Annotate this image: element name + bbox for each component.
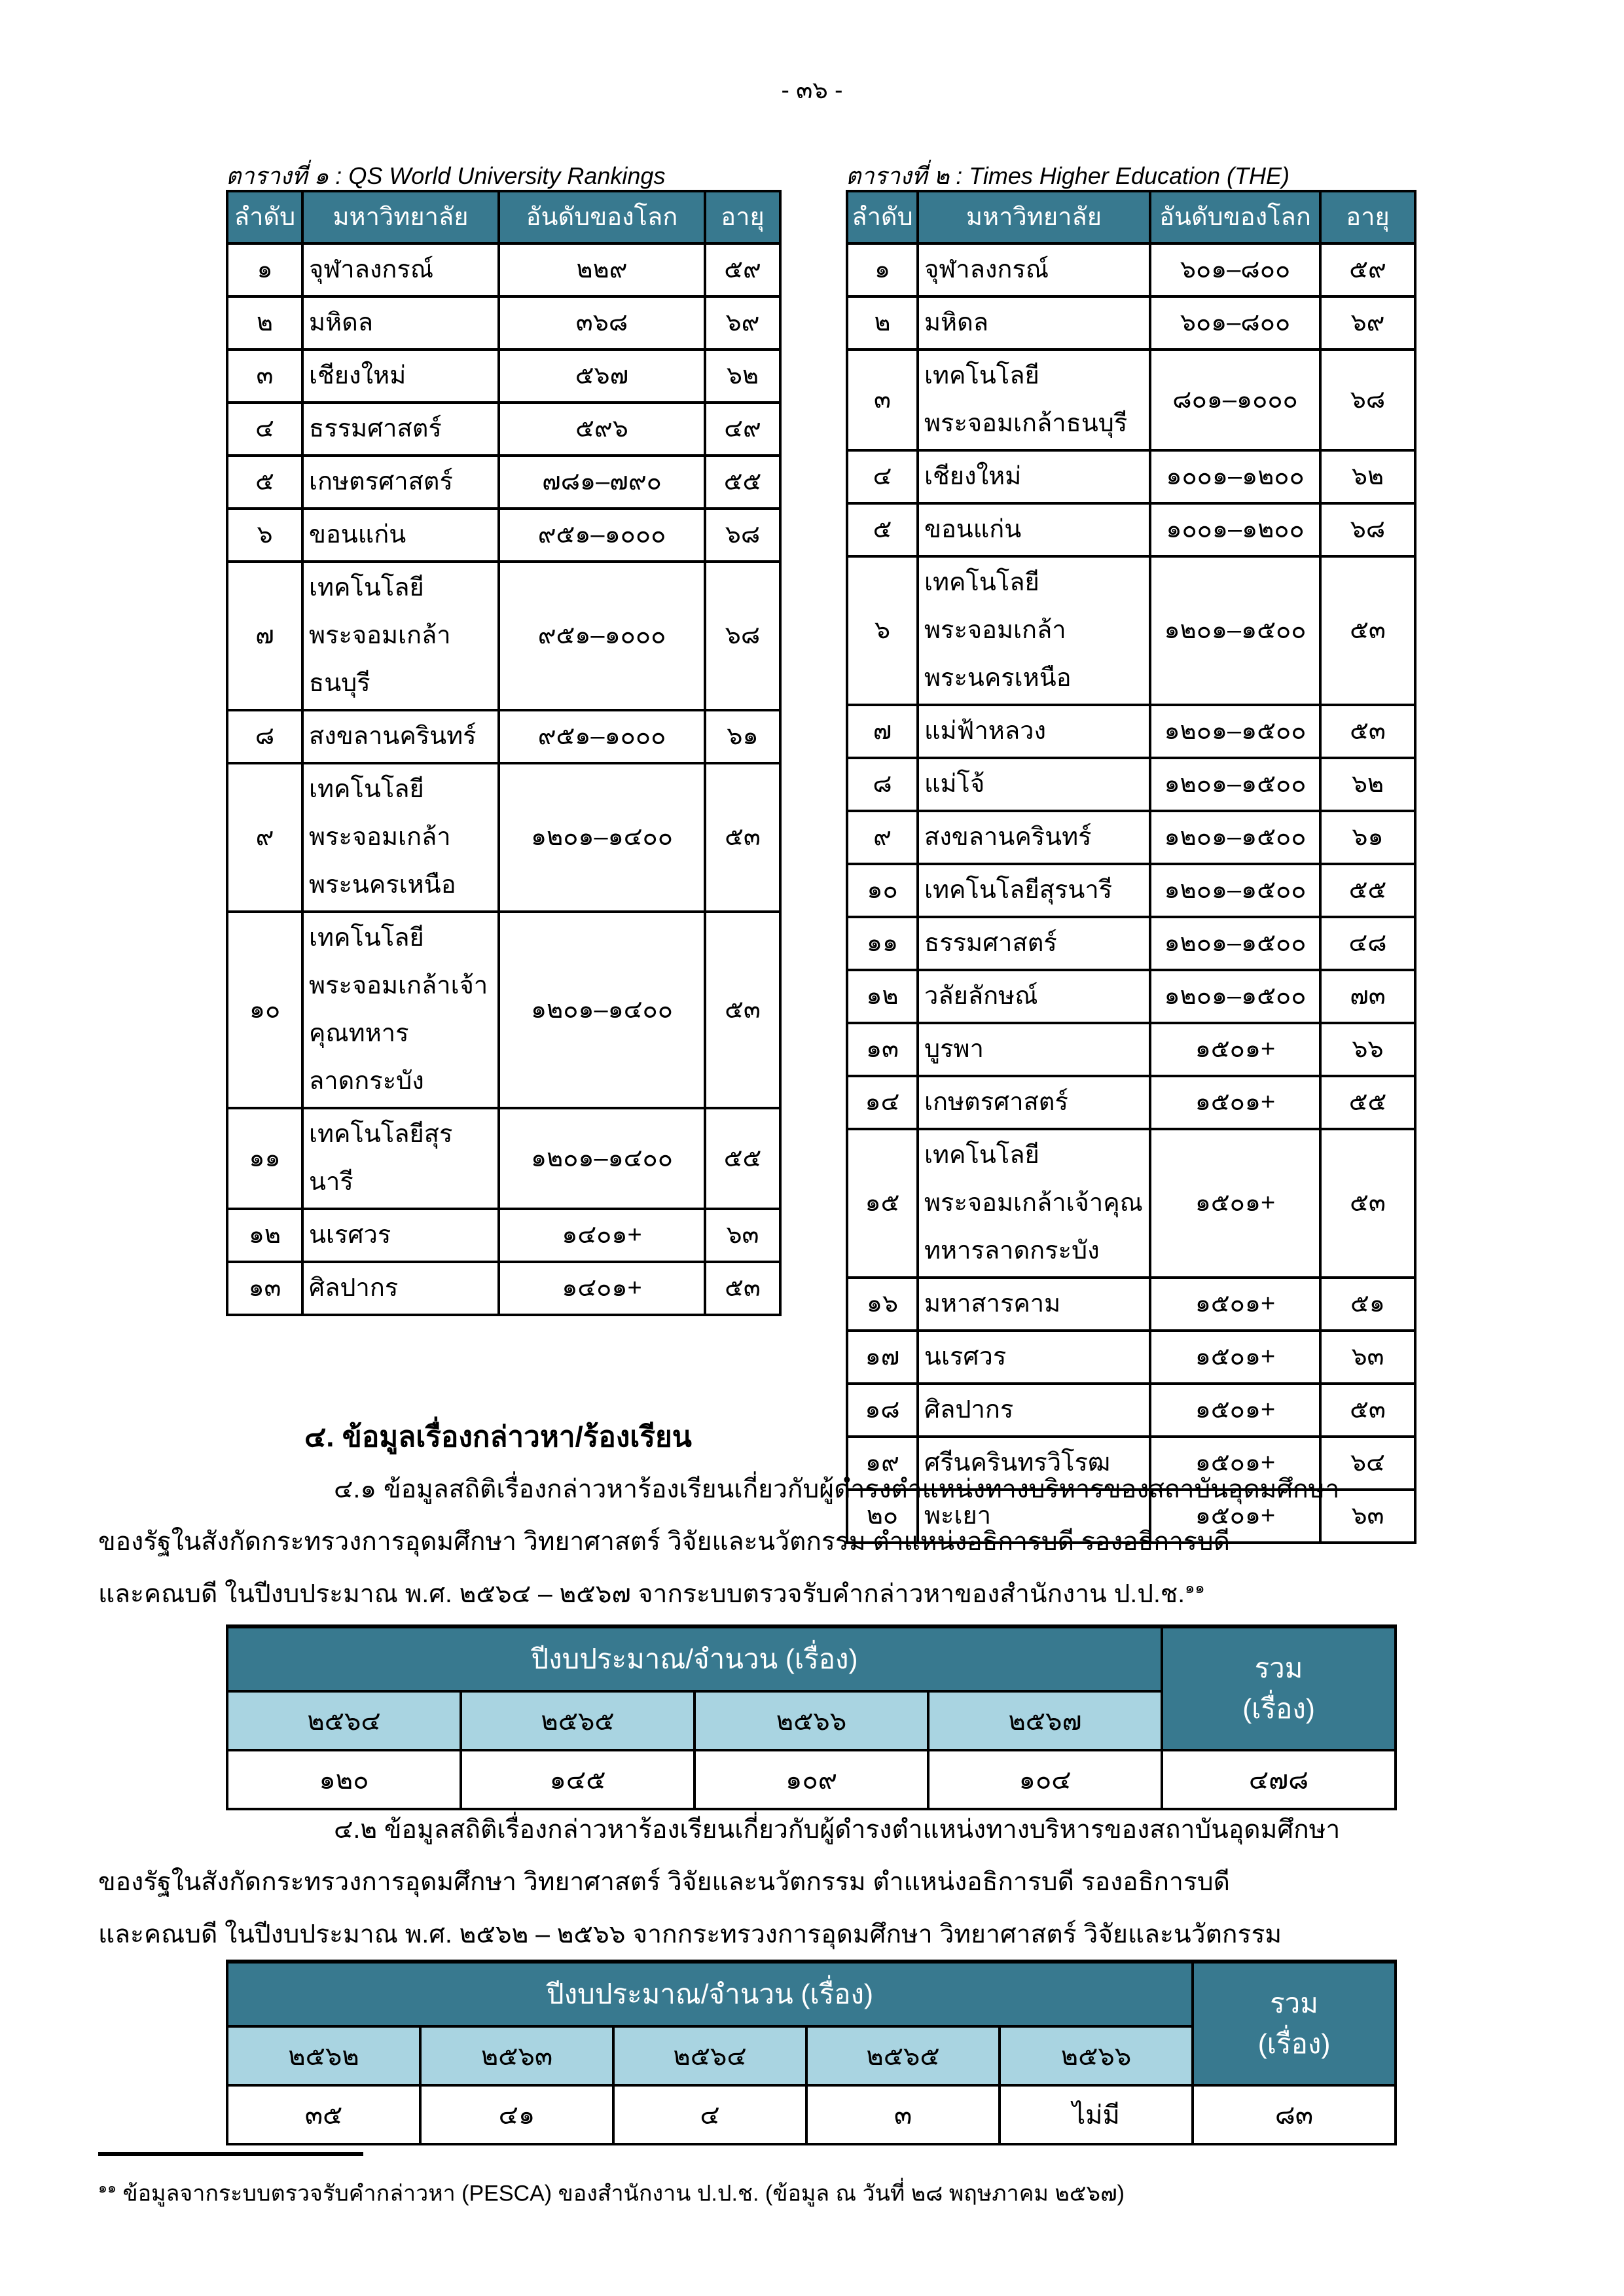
age-cell: ๖๒ (1320, 450, 1415, 503)
total-header-line1: รวม (1254, 1653, 1303, 1683)
world-rank-cell: ๑๐๐๑–๑๒๐๐ (1150, 450, 1320, 503)
paragraph-line: ๔.๒ ข้อมูลสถิติเรื่องกล่าวหาร้องเรียนเกี่ยวกับผู้ดำรงตำแหน่งทางบริหารของสถาบันอุดมศึกษา (334, 1816, 1341, 1844)
university-name-cell: เทคโนโลยีพระจอมเกล้าพระนครเหนือ (918, 556, 1150, 705)
age-cell: ๕๑ (1320, 1278, 1415, 1331)
rank-no-cell: ๗ (847, 705, 918, 758)
year-cell: ๒๕๖๖ (1000, 2026, 1193, 2085)
count-cell: ๔ (613, 2085, 806, 2144)
world-rank-cell: ๕๖๗ (499, 350, 705, 403)
rank-no-cell: ๑๐ (847, 864, 918, 917)
rank-no-cell: ๖ (847, 556, 918, 705)
world-rank-cell: ๓๖๘ (499, 296, 705, 350)
age-cell: ๕๕ (1320, 864, 1415, 917)
year-cell: ๒๕๖๒ (227, 2026, 420, 2085)
university-name-cell: มหิดล (302, 296, 499, 350)
world-rank-cell: ๑๕๐๑+ (1150, 1331, 1320, 1384)
table-row (227, 912, 780, 1108)
university-name-cell: พะเยา (918, 1490, 1150, 1543)
age-cell: ๖๓ (1320, 1490, 1415, 1543)
table-row (227, 763, 780, 912)
world-rank-cell: ๑๕๐๑+ (1150, 1490, 1320, 1543)
paragraph-line: ของรัฐในสังกัดกระทรวงการอุดมศึกษา วิทยาศาสตร์ วิจัยและนวัตกรรม ตำแหน่งอธิการบดี รองอธิการบดี (98, 1528, 1230, 1556)
university-name-cell: บูรพา (918, 1023, 1150, 1076)
table-row (847, 1023, 1415, 1076)
rank-no-cell: ๑๘ (847, 1384, 918, 1437)
qs-ranking-table (226, 190, 782, 1316)
university-name-cell: เทคโนโลยีพระจอมเกล้าเจ้าคุณทหารลาดกระบัง (302, 912, 499, 1108)
count-cell: ๑๐๔ (928, 1750, 1162, 1809)
table-row (227, 1108, 780, 1209)
world-rank-cell: ๑๕๐๑+ (1150, 1384, 1320, 1437)
col-header-rank-no: ลำดับ (847, 191, 918, 243)
university-name-cell: เทคโนโลยีพระจอมเกล้าเจ้าคุณทหารลาดกระบัง (918, 1129, 1150, 1278)
year-cell: ๒๕๖๗ (928, 1691, 1162, 1750)
qs-table-caption: ตารางที่ ๑ : QS World University Rankings (226, 162, 666, 189)
table-row (847, 811, 1415, 864)
rank-no-cell: ๘ (227, 710, 302, 763)
table-row (847, 864, 1415, 917)
paragraph-4-1 (98, 1463, 1528, 1621)
age-cell: ๖๙ (705, 296, 780, 350)
university-name-cell: เทคโนโลยีพระจอมเกล้าธนบุรี (302, 562, 499, 710)
university-name-cell: นเรศวร (302, 1209, 499, 1262)
count-cell: ๓ (806, 2085, 1000, 2144)
col-header-age: อายุ (1320, 191, 1415, 243)
col-header-university: มหาวิทยาลัย (918, 191, 1150, 243)
year-cell: ๒๕๖๕ (461, 1691, 695, 1750)
total-header-line1: รวม (1270, 1988, 1318, 2018)
table-row (847, 1076, 1415, 1129)
footnote-marker: ๑๑ (98, 2179, 117, 2196)
paragraph-line (98, 1568, 1528, 1621)
age-cell: ๕๓ (1320, 1129, 1415, 1278)
university-name-cell: นเรศวร (918, 1331, 1150, 1384)
rank-no-cell: ๑๔ (847, 1076, 918, 1129)
age-cell: ๕๓ (705, 1262, 780, 1315)
rank-no-cell: ๑๖ (847, 1278, 918, 1331)
col-header-age: อายุ (705, 191, 780, 243)
footnote-ref: ๑๑ (1185, 1579, 1205, 1597)
world-rank-cell: ๑๐๐๑–๑๒๐๐ (1150, 503, 1320, 556)
table-row (227, 403, 780, 456)
university-name-cell: จุฬาลงกรณ์ (918, 243, 1150, 296)
university-name-cell: เกษตรศาสตร์ (302, 456, 499, 509)
university-name-cell: เทคโนโลยีสุรนารี (918, 864, 1150, 917)
world-rank-cell: ๑๕๐๑+ (1150, 1278, 1320, 1331)
world-rank-cell: ๙๕๑–๑๐๐๐ (499, 509, 705, 562)
total-count-cell: ๔๗๘ (1162, 1750, 1396, 1809)
rank-no-cell: ๖ (227, 509, 302, 562)
world-rank-cell: ๑๒๐๑–๑๔๐๐ (499, 912, 705, 1108)
table-row (227, 296, 780, 350)
table-row (847, 243, 1415, 296)
age-cell: ๕๓ (1320, 556, 1415, 705)
rank-no-cell: ๑๙ (847, 1437, 918, 1490)
rank-no-cell: ๑๒ (227, 1209, 302, 1262)
paragraph-line: ของรัฐในสังกัดกระทรวงการอุดมศึกษา วิทยาศาสตร์ วิจัยและนวัตกรรม ตำแหน่งอธิการบดี รองอธิการบดี (98, 1868, 1230, 1896)
table-row (847, 1129, 1415, 1278)
age-cell: ๖๒ (1320, 758, 1415, 811)
age-cell: ๖๘ (1320, 350, 1415, 450)
university-name-cell: สงขลานครินทร์ (918, 811, 1150, 864)
world-rank-cell: ๘๐๑–๑๐๐๐ (1150, 350, 1320, 450)
col-header-rank-no: ลำดับ (227, 191, 302, 243)
qs-table-header (227, 191, 780, 243)
age-cell: ๖๔ (1320, 1437, 1415, 1490)
university-name-cell: เชียงใหม่ (302, 350, 499, 403)
university-name-cell: แม่ฟ้าหลวง (918, 705, 1150, 758)
world-rank-cell: ๑๒๐๑–๑๔๐๐ (499, 763, 705, 912)
age-cell: ๖๘ (705, 509, 780, 562)
age-cell: ๔๙ (705, 403, 780, 456)
year-cell: ๒๕๖๕ (806, 2026, 1000, 2085)
rank-no-cell: ๘ (847, 758, 918, 811)
the-table-header (847, 191, 1415, 243)
university-name-cell: ศิลปากร (302, 1262, 499, 1315)
col-header-world-rank: อันดับของโลก (499, 191, 705, 243)
paragraph-line: ๔.๑ ข้อมูลสถิติเรื่องกล่าวหาร้องเรียนเกี่ยวกับผู้ดำรงตำแหน่งทางบริหารของสถาบันอุดมศึกษา (334, 1475, 1340, 1503)
world-rank-cell: ๖๐๑–๘๐๐ (1150, 243, 1320, 296)
university-name-cell: เทคโนโลยีพระจอมเกล้าพระนครเหนือ (302, 763, 499, 912)
university-name-cell: ธรรมศาสตร์ (918, 917, 1150, 970)
world-rank-cell: ๑๒๐๑–๑๕๐๐ (1150, 917, 1320, 970)
rank-no-cell: ๙ (847, 811, 918, 864)
table-row (227, 1262, 780, 1315)
rank-no-cell: ๑๓ (847, 1023, 918, 1076)
university-name-cell: ขอนแก่น (302, 509, 499, 562)
age-cell: ๕๓ (705, 763, 780, 912)
footnote-text: ข้อมูลจากระบบตรวจรับคำกล่าวหา (PESCA) ของสำนักงาน ป.ป.ช. (ข้อมูล ณ วันที่ ๒๘ พฤษภาคม ๒๕๖๗) (122, 2181, 1125, 2206)
paragraph-line-text: และคณบดี ในปีงบประมาณ พ.ศ. ๒๕๖๔ – ๒๕๖๗ จากระบบตรวจรับคำกล่าวหาของสำนักงาน ป.ป.ช. (98, 1580, 1185, 1608)
the-ranking-section (846, 157, 1414, 1544)
rank-no-cell: ๒ (227, 296, 302, 350)
page-number: - ๓๖ - (781, 77, 843, 103)
world-rank-cell: ๑๕๐๑+ (1150, 1437, 1320, 1490)
world-rank-cell: ๑๒๐๑–๑๕๐๐ (1150, 705, 1320, 758)
total-header (1162, 1626, 1396, 1750)
world-rank-cell: ๕๙๖ (499, 403, 705, 456)
world-rank-cell: ๑๕๐๑+ (1150, 1076, 1320, 1129)
university-name-cell: มหิดล (918, 296, 1150, 350)
age-cell: ๖๘ (1320, 503, 1415, 556)
university-name-cell: เชียงใหม่ (918, 450, 1150, 503)
rank-no-cell: ๑๓ (227, 1262, 302, 1315)
total-header-line2: (เรื่อง) (1242, 1693, 1315, 1724)
rank-no-cell: ๓ (847, 350, 918, 450)
age-cell: ๕๕ (705, 1108, 780, 1209)
table-row (847, 917, 1415, 970)
age-cell: ๕๓ (705, 912, 780, 1108)
count-cell: ๑๔๕ (461, 1750, 695, 1809)
rank-no-cell: ๑๐ (227, 912, 302, 1108)
world-rank-cell: ๑๒๐๑–๑๔๐๐ (499, 1108, 705, 1209)
age-cell: ๖๓ (705, 1209, 780, 1262)
university-name-cell: ศรีนครินทรวิโรฒ (918, 1437, 1150, 1490)
table-row (847, 450, 1415, 503)
rank-no-cell: ๒๐ (847, 1490, 918, 1543)
university-name-cell: ขอนแก่น (918, 503, 1150, 556)
rank-no-cell: ๕ (227, 456, 302, 509)
footnote (98, 2170, 1525, 2211)
university-name-cell: สงขลานครินทร์ (302, 710, 499, 763)
rank-no-cell: ๓ (227, 350, 302, 403)
complaints-table-2 (226, 1960, 1397, 2145)
count-cell: ๑๒๐ (227, 1750, 461, 1809)
table-row (227, 562, 780, 710)
university-name-cell: วลัยลักษณ์ (918, 970, 1150, 1023)
university-name-cell: แม่โจ้ (918, 758, 1150, 811)
university-name-cell: เทคโนโลยีพระจอมเกล้าธนบุรี (918, 350, 1150, 450)
complaints-table-1-wrap (226, 1624, 1394, 1810)
rank-no-cell: ๑๒ (847, 970, 918, 1023)
age-cell: ๖๑ (1320, 811, 1415, 864)
table-row (227, 456, 780, 509)
table-row (847, 296, 1415, 350)
table-row (227, 509, 780, 562)
section-heading: ๔. ข้อมูลเรื่องกล่าวหา/ร้องเรียน (304, 1421, 692, 1453)
age-cell: ๗๓ (1320, 970, 1415, 1023)
age-cell: ๕๕ (1320, 1076, 1415, 1129)
age-cell: ๖๑ (705, 710, 780, 763)
complaints-table-1 (226, 1624, 1397, 1810)
world-rank-cell: ๙๕๑–๑๐๐๐ (499, 562, 705, 710)
university-name-cell: เกษตรศาสตร์ (918, 1076, 1150, 1129)
rank-no-cell: ๑๑ (227, 1108, 302, 1209)
age-cell: ๕๓ (1320, 1384, 1415, 1437)
total-count-cell: ๘๓ (1193, 2085, 1396, 2144)
age-cell: ๖๙ (1320, 296, 1415, 350)
count-cell: ไม่มี (1000, 2085, 1193, 2144)
table-row (847, 503, 1415, 556)
world-rank-cell: ๑๒๐๑–๑๕๐๐ (1150, 758, 1320, 811)
world-rank-cell: ๙๕๑–๑๐๐๐ (499, 710, 705, 763)
rank-no-cell: ๑๗ (847, 1331, 918, 1384)
total-header (1193, 1962, 1396, 2085)
table-row (227, 710, 780, 763)
paragraph-line: และคณบดี ในปีงบประมาณ พ.ศ. ๒๕๖๒ – ๒๕๖๖ จากกระทรวงการอุดมศึกษา วิทยาศาสตร์ วิจัยและนวัตกรรม (98, 1920, 1282, 1948)
table-row (227, 1209, 780, 1262)
year-cell: ๒๕๖๓ (420, 2026, 613, 2085)
table-row (847, 556, 1415, 705)
world-rank-cell: ๑๒๐๑–๑๕๐๐ (1150, 970, 1320, 1023)
university-name-cell: ธรรมศาสตร์ (302, 403, 499, 456)
col-header-world-rank: อันดับของโลก (1150, 191, 1320, 243)
table-row (227, 350, 780, 403)
world-rank-cell: ๗๘๑–๗๙๐ (499, 456, 705, 509)
table-row (227, 243, 780, 296)
rank-no-cell: ๙ (227, 763, 302, 912)
world-rank-cell: ๑๕๐๑+ (1150, 1023, 1320, 1076)
age-cell: ๕๙ (705, 243, 780, 296)
table-row (847, 1278, 1415, 1331)
complaints-table-2-wrap (226, 1960, 1394, 2145)
col-header-university: มหาวิทยาลัย (302, 191, 499, 243)
table-row (847, 1331, 1415, 1384)
count-cell: ๔๑ (420, 2085, 613, 2144)
rank-no-cell: ๔ (847, 450, 918, 503)
table-row (847, 970, 1415, 1023)
world-rank-cell: ๑๒๐๑–๑๕๐๐ (1150, 556, 1320, 705)
footnote-divider (98, 2152, 363, 2156)
age-cell: ๖๘ (705, 562, 780, 710)
world-rank-cell: ๑๔๐๑+ (499, 1209, 705, 1262)
fiscal-year-header: ปีงบประมาณ/จำนวน (เรื่อง) (227, 1962, 1193, 2026)
total-header-line2: (เรื่อง) (1257, 2028, 1331, 2059)
fiscal-year-header: ปีงบประมาณ/จำนวน (เรื่อง) (227, 1626, 1162, 1691)
year-cell: ๒๕๖๔ (613, 2026, 806, 2085)
world-rank-cell: ๖๐๑–๘๐๐ (1150, 296, 1320, 350)
paragraph-4-2 (98, 1804, 1528, 1961)
age-cell: ๕๓ (1320, 705, 1415, 758)
rank-no-cell: ๑ (847, 243, 918, 296)
world-rank-cell: ๑๒๐๑–๑๕๐๐ (1150, 811, 1320, 864)
age-cell: ๕๙ (1320, 243, 1415, 296)
count-cell: ๓๕ (227, 2085, 420, 2144)
rank-no-cell: ๑๑ (847, 917, 918, 970)
year-cell: ๒๕๖๖ (695, 1691, 928, 1750)
year-cell: ๒๕๖๔ (227, 1691, 461, 1750)
age-cell: ๖๖ (1320, 1023, 1415, 1076)
rank-no-cell: ๔ (227, 403, 302, 456)
rank-no-cell: ๒ (847, 296, 918, 350)
university-name-cell: ศิลปากร (918, 1384, 1150, 1437)
age-cell: ๖๒ (705, 350, 780, 403)
age-cell: ๔๘ (1320, 917, 1415, 970)
age-cell: ๕๕ (705, 456, 780, 509)
rank-no-cell: ๕ (847, 503, 918, 556)
the-table-caption: ตารางที่ ๒ : Times Higher Education (THE) (846, 162, 1290, 189)
table-row (847, 758, 1415, 811)
university-name-cell: มหาสารคาม (918, 1278, 1150, 1331)
table-row (847, 350, 1415, 450)
university-name-cell: เทคโนโลยีสุรนารี (302, 1108, 499, 1209)
rank-no-cell: ๑ (227, 243, 302, 296)
table-row (847, 705, 1415, 758)
age-cell: ๖๓ (1320, 1331, 1415, 1384)
world-rank-cell: ๑๒๐๑–๑๕๐๐ (1150, 864, 1320, 917)
university-name-cell: จุฬาลงกรณ์ (302, 243, 499, 296)
rank-no-cell: ๗ (227, 562, 302, 710)
world-rank-cell: ๑๔๐๑+ (499, 1262, 705, 1315)
world-rank-cell: ๒๒๙ (499, 243, 705, 296)
qs-ranking-section (226, 157, 779, 1316)
rank-no-cell: ๑๕ (847, 1129, 918, 1278)
the-ranking-table (846, 190, 1416, 1544)
world-rank-cell: ๑๕๐๑+ (1150, 1129, 1320, 1278)
count-cell: ๑๐๙ (695, 1750, 928, 1809)
